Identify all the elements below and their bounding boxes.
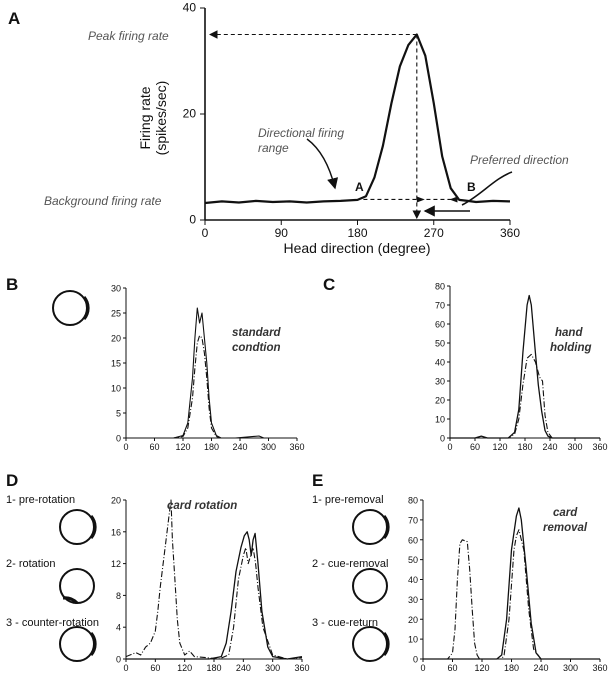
y-tick-label: 50	[434, 338, 445, 349]
y-tick-label: 60	[434, 319, 445, 330]
x-tick-label: 240	[542, 442, 558, 452]
panel-c-plot	[450, 296, 600, 439]
x-tick-label: 360	[499, 226, 521, 240]
y-tick-label: 25	[110, 308, 121, 319]
panel-letter-d: D	[6, 471, 19, 490]
y-tick-label: 0	[115, 433, 121, 444]
x-tick-label: 240	[533, 663, 549, 673]
x-tick-label: 180	[203, 442, 220, 452]
y-tick-label: 80	[407, 495, 418, 506]
y-tick-label: 10	[407, 634, 418, 645]
x-tick-label: 60	[447, 663, 458, 673]
y-tick-label: 0	[189, 212, 196, 227]
peak-firing-rate-label: Peak firing rate	[88, 29, 169, 43]
y-tick-label: 20	[110, 495, 121, 506]
y-tick-label: 30	[434, 376, 445, 387]
panel-e-condition-1: card	[553, 507, 578, 519]
y-tick-label: 70	[434, 300, 445, 311]
panel-b-condition-2: condtion	[232, 342, 281, 354]
panel-b-axes	[111, 284, 305, 453]
x-tick-label: 60	[149, 442, 160, 452]
panel-d-label-2: 2- rotation	[6, 558, 56, 570]
y-tick-label: 4	[115, 622, 121, 633]
series-line-1	[126, 500, 302, 659]
panel-e	[312, 471, 608, 673]
arena-circle-3	[353, 627, 387, 661]
panel-e-condition-2: removal	[543, 522, 588, 534]
panel-a-ylabel	[137, 81, 169, 156]
point-b-label: B	[467, 180, 476, 194]
arena-circle-1	[353, 510, 387, 544]
panel-d	[6, 471, 310, 673]
panel-d-circles	[60, 510, 95, 661]
y-tick-label: 8	[115, 590, 121, 601]
y-tick-label: 60	[407, 535, 418, 546]
x-tick-label: 300	[562, 663, 579, 673]
x-tick-label: 180	[503, 663, 520, 673]
panel-c-condition-2: holding	[550, 342, 592, 354]
y-tick-label: 0	[115, 654, 121, 665]
range-arrowhead-left	[417, 196, 425, 202]
x-tick-label: 360	[294, 663, 310, 673]
y-tick-label: 16	[110, 527, 121, 538]
panel-letter-a: A	[8, 9, 21, 28]
series-line-2	[126, 532, 302, 659]
y-tick-label: 10	[110, 383, 121, 394]
ylabel-line-1: Firing rate	[137, 86, 153, 150]
x-tick-label: 270	[423, 226, 444, 240]
arena-circle-1	[60, 510, 94, 544]
x-tick-label: 240	[232, 442, 248, 452]
y-tick-label: 15	[110, 358, 121, 369]
x-tick-label: 180	[517, 442, 533, 452]
series-line-1	[205, 35, 510, 204]
x-tick-label: 300	[567, 442, 583, 452]
y-tick-label: 10	[434, 414, 445, 425]
y-tick-label: 40	[407, 575, 418, 585]
series-line-2	[450, 354, 600, 438]
x-tick-label: 60	[150, 663, 161, 673]
y-tick-label: 20	[182, 106, 196, 121]
panel-a-xlabel: Head direction (degree)	[283, 240, 431, 256]
panel-d-label-1: 1- pre-rotation	[6, 494, 76, 506]
panel-d-label-3: 3 - counter-rotation	[6, 617, 99, 629]
x-tick-label: 0	[123, 442, 129, 452]
x-tick-label: 180	[347, 226, 368, 240]
arena-circle	[53, 291, 87, 325]
y-tick-label: 5	[115, 408, 121, 419]
panel-a	[8, 1, 569, 257]
x-tick-label: 120	[492, 442, 508, 452]
y-tick-label: 40	[182, 0, 196, 15]
panel-d-axes	[111, 496, 310, 674]
y-tick-label: 80	[434, 281, 445, 292]
panel-b	[6, 275, 305, 452]
arena-circle-2	[353, 569, 387, 603]
range-arrowhead-right	[449, 196, 457, 202]
directional-firing-range-label-1: Directional firing	[258, 126, 345, 140]
y-tick-label: 12	[110, 559, 121, 570]
point-a-label: A	[355, 180, 364, 194]
y-tick-label: 0	[439, 433, 445, 444]
y-tick-label: 40	[434, 357, 445, 368]
y-tick-label: 50	[407, 555, 418, 566]
panel-e-circles	[353, 510, 388, 661]
y-tick-label: 20	[110, 333, 121, 344]
x-tick-label: 300	[260, 442, 277, 452]
x-tick-label: 90	[274, 226, 288, 240]
panel-c-condition-1: hand	[555, 327, 583, 339]
y-tick-label: 0	[412, 654, 418, 665]
x-tick-label: 60	[469, 442, 481, 452]
y-tick-label: 30	[110, 283, 121, 294]
x-tick-label: 120	[175, 442, 191, 452]
arena-circle-3	[60, 627, 94, 661]
x-tick-label: 0	[123, 663, 129, 673]
x-tick-label: 240	[235, 663, 251, 673]
series-line-1	[450, 296, 600, 439]
range-pointer-arrow	[307, 139, 335, 188]
panel-d-condition: card rotation	[167, 500, 238, 512]
preferred-direction-label: Preferred direction	[470, 153, 569, 167]
x-tick-label: 120	[474, 663, 490, 673]
y-tick-label: 20	[407, 614, 418, 625]
x-tick-label: 180	[206, 663, 222, 673]
x-tick-label: 360	[592, 442, 608, 452]
x-tick-label: 360	[592, 663, 608, 673]
y-tick-label: 30	[407, 594, 418, 605]
directional-firing-range-label-2: range	[258, 141, 289, 155]
panel-b-condition-1: standard	[232, 327, 281, 339]
y-tick-label: 20	[434, 395, 445, 406]
panel-c	[323, 275, 608, 452]
x-tick-label: 300	[265, 663, 281, 673]
x-tick-label: 0	[420, 663, 426, 673]
x-tick-label: 120	[177, 663, 193, 673]
y-tick-label: 70	[407, 515, 418, 526]
background-firing-rate-label: Background firing rate	[44, 194, 162, 208]
panel-e-label-1: 1- pre-removal	[312, 494, 384, 506]
x-tick-label: 0	[447, 442, 453, 452]
panel-letter-c: C	[323, 275, 336, 294]
panel-d-plot	[126, 500, 302, 659]
panel-letter-e: E	[312, 471, 324, 490]
panel-a-axes	[183, 1, 521, 241]
panel-b-circle	[53, 291, 88, 325]
panel-letter-b: B	[6, 275, 19, 294]
x-tick-label: 360	[289, 442, 305, 452]
panel-e-label-2: 2 - cue-removal	[312, 558, 389, 570]
x-tick-label: 0	[201, 226, 209, 240]
ylabel-line-2: (spikes/sec)	[153, 80, 169, 156]
panel-e-label-3: 3 - cue-return	[312, 617, 379, 629]
